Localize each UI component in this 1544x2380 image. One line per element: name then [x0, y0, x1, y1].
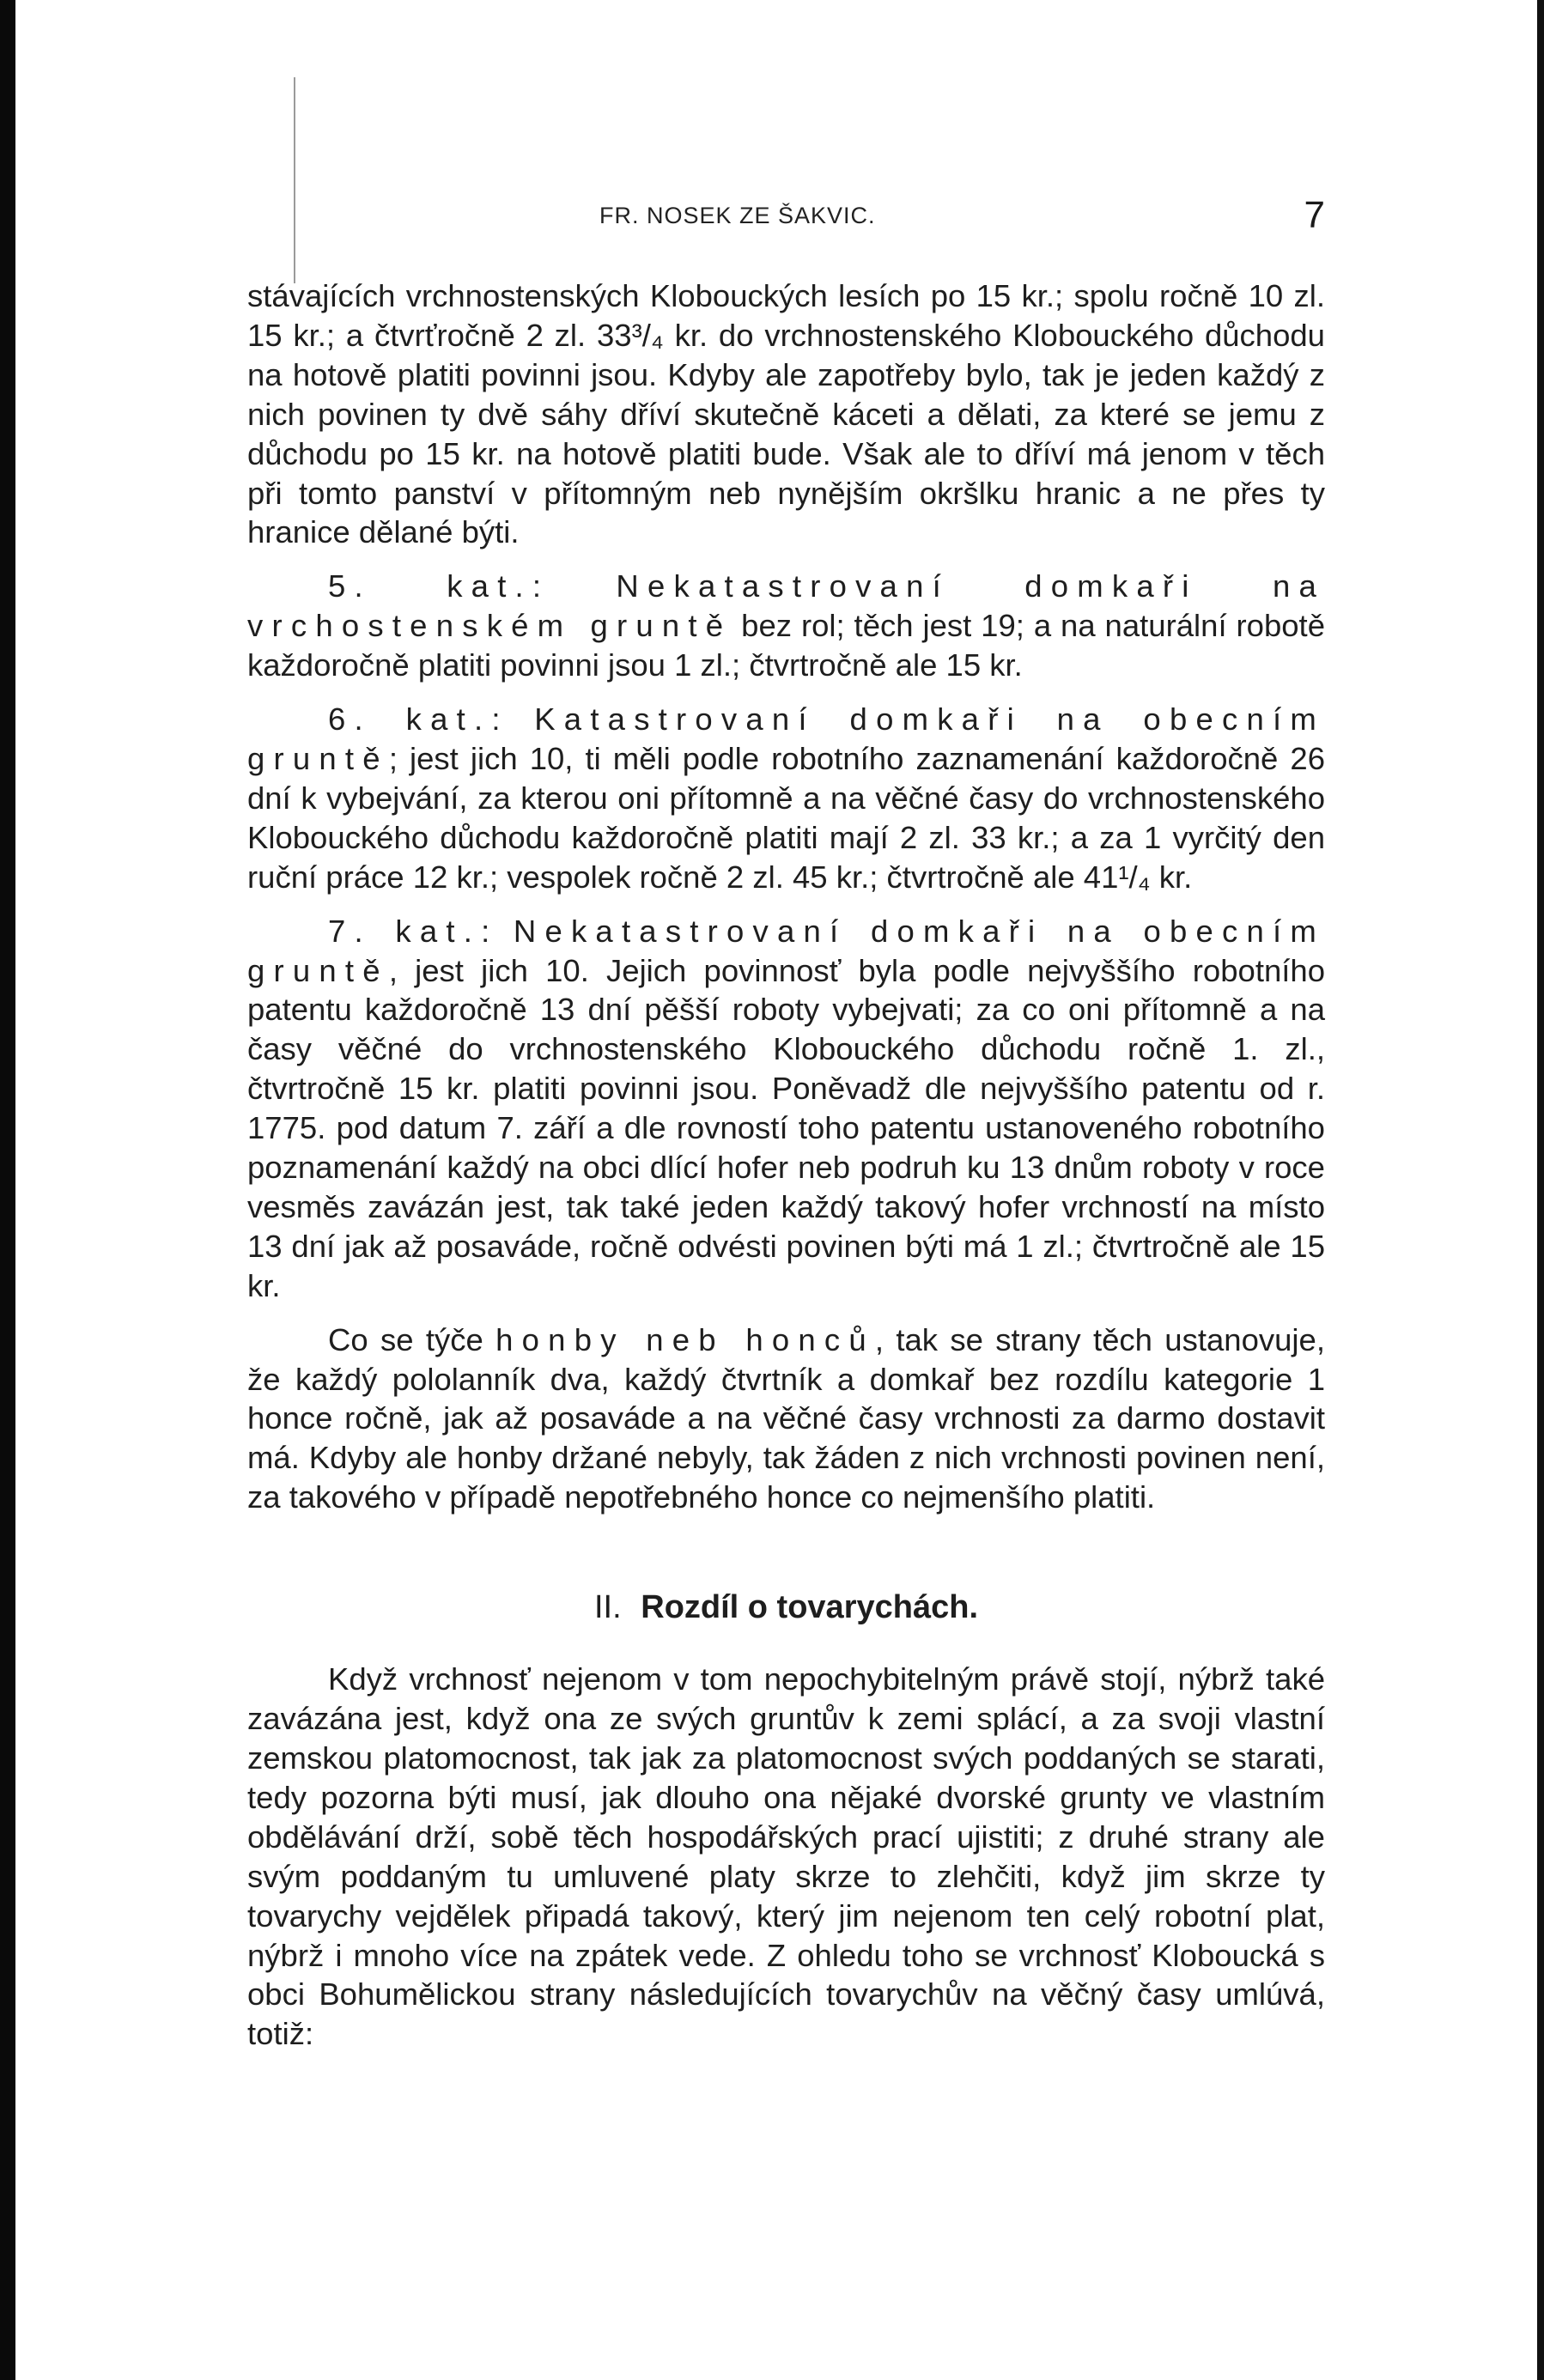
paragraph-hunting — [247, 1321, 1325, 1518]
paragraph-lead: Co se týče — [328, 1321, 496, 1357]
category-label: 5. kat.: — [328, 568, 550, 604]
scan-fold-mark — [294, 77, 295, 283]
paragraph-text: , jest jich 10. Jejich povinnosť byla podle nejvyššího robotního patentu každoročně 13 dní pěšší roboty vybejvati; za co oni přítomně a na časy věčné do vrchnostenského Klobouckého důchodu ročně 1. zl., čtvrtročně 15 kr. platiti povinni jsou. Poněvadž dle nejvyššího patentu od r. 1775. pod datum 7. září a dle rovností toho patentu ustanoveného robotního poznamenání každý na obci dlící hofer neb podruh ku 13 dnům roboty v roce vesměs zavázán jest, tak také jeden každý takový hofer vrchností na místo 13 dní jak až posaváde, ročně odvésti povinen býti má 1 zl.; čtvrtročně ale 15 kr. — [247, 952, 1325, 1303]
page-number: 7 — [1304, 194, 1325, 236]
body-text — [247, 276, 1325, 2054]
section-heading — [247, 1586, 1325, 1629]
spaced-term: Nekatastrovaní domkaři na obecním gruntě — [247, 913, 1325, 988]
scan-edge-left — [0, 0, 15, 2380]
category-label: 6. kat.: — [328, 701, 509, 738]
paragraph-text: bez rol; těch jest 19; a na naturální robotě každoročně platiti povinni jsou 1 zl.; čtvrtročně ale 15 kr. — [247, 608, 1325, 683]
section-title: Rozdíl o tovarychách. — [641, 1589, 978, 1626]
paragraph-text: , tak se strany těch ustanovuje, že každý pololanník dva, každý čtvrtník a domkař bez rozdílu kategorie 1 honce ročně, jak až posaváde a na věčné časy vrchnosti za darmo dostavit má. Kdyby ale honby držané nebyly, tak žáden z nich vrchnosti povinen není, za takového v případě nepotřebného honce co nejmenšího platiti. — [247, 1321, 1325, 1515]
scan-edge-right — [1537, 0, 1544, 2380]
paragraph-forest-duty: stávajících vrchnostenských Klobouckých lesích po 15 kr.; spolu ročně 10 zl. 15 kr.; a čtvrťročně 2 zl. 33³/₄ kr. do vrchnostenského Klobouckého důchodu na hotově platiti povinni jsou. Kdyby ale zapotřeby bylo, tak je jeden každý z nich povinen ty dvě sáhy dříví skutečně káceti a dělati, za které se jemu z důchodu po 15 kr. na hotově platiti bude. Však ale to dříví má jenom v těch při tomto panství v přítomným neb nynějším okršlku hranic a ne přes ty hranice dělané býti. — [247, 278, 1325, 550]
spaced-term: honby neb honců — [495, 1321, 875, 1357]
paragraph-category-6 — [247, 700, 1325, 897]
page-header — [247, 194, 1325, 246]
paragraph-text: ; jest jich 10, ti měli podle robotního zaznamenání každoročně 26 dní k vybejvání, za kterou oni přítomně a na věčné časy do vrchnostenského Klobouckého důchodu každoročně platiti mají 2 zl. 33 kr.; a za 1 vyrčitý den ruční práce 12 kr.; vespolek ročně 2 zl. 45 kr.; čtvrtročně ale 41¹/₄ kr. — [247, 740, 1325, 895]
section-number: II. — [594, 1589, 622, 1626]
spaced-term: Nekatastrovaní domkaři na vrchostenském gruntě — [247, 568, 1325, 644]
category-label: 7. kat.: — [328, 913, 499, 949]
spaced-term: Katastrovaní domkaři na obecním gruntě — [247, 701, 1325, 776]
running-head: FR. NOSEK ZE ŠAKVIC. — [599, 203, 876, 228]
paragraph-tovarych: Když vrchnosť nejenom v tom nepochybitelným právě stojí, nýbrž také zavázána jest, když ona ze svých gruntův k zemi splácí, a za svoji vlastní zemskou platomocnost, tak jak za platomocnost svých poddaných se starati, tedy pozorna býti musí, jak dlouho ona nějaké dvorské grunty ve vlastním obdělávání drží, sobě těch hospodářských prací ujistiti; z druhé strany ale svým poddaným tu umluvené platy skrze to zlehčiti, když jim skrze ty tovarychy vejdělek připadá takový, který jim nejenom ten celý robotní plat, nýbrž i mnoho více na zpátek vede. Z ohledu toho se vrchnosť Kloboucká s obci Bohumělickou strany následujících tovarychův na věčný časy umlúvá, totiž: — [247, 1661, 1325, 2052]
paragraph-category-5 — [247, 567, 1325, 685]
paragraph-category-7 — [247, 912, 1325, 1306]
